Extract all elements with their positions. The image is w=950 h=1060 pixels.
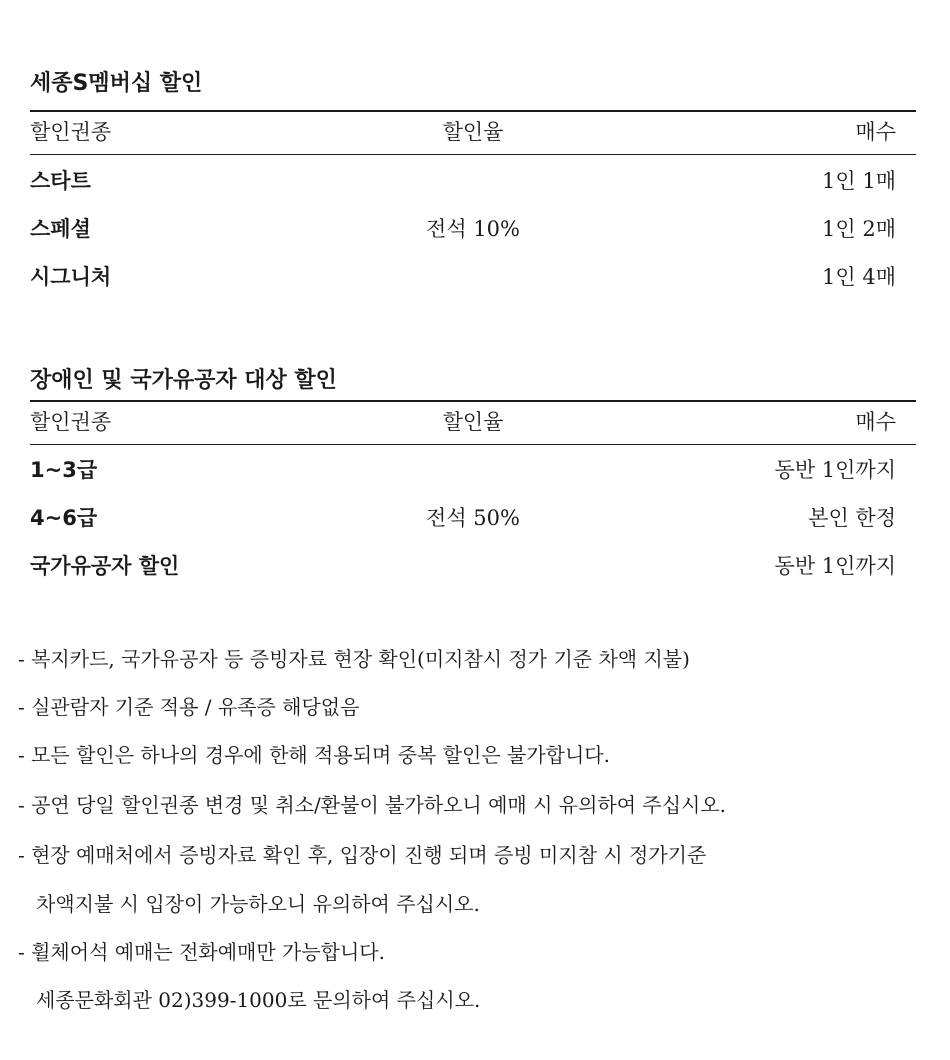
disability-rate: 전석 50% xyxy=(426,506,520,530)
disability-header-bottom-rule xyxy=(30,444,916,445)
disability-discount-section xyxy=(30,367,916,597)
row-label: 국가유공자 할인 xyxy=(30,554,180,578)
row-count: 1인 1매 xyxy=(822,169,896,193)
header-ticket-type: 할인권종 xyxy=(30,120,112,144)
membership-discount-title: 세종S멤버십 할인 xyxy=(30,71,203,96)
disability-discount-title: 장애인 및 국가유공자 대상 할인 xyxy=(30,368,337,393)
row-label: 스타트 xyxy=(30,169,91,193)
membership-header-bottom-rule xyxy=(30,154,916,155)
membership-rate: 전석 10% xyxy=(426,217,520,241)
note-item: - 모든 할인은 하나의 경우에 한해 적용되며 중복 할인은 불가합니다. xyxy=(18,743,610,767)
row-count: 동반 1인까지 xyxy=(774,554,896,578)
membership-header-top-rule xyxy=(30,110,916,112)
row-label: 스페셜 xyxy=(30,217,91,241)
header-ticket-count: 매수 xyxy=(855,120,896,144)
header-discount-rate: 할인율 xyxy=(442,410,504,434)
note-item-continued: 세종문화회관 02)399-1000로 문의하여 주십시오. xyxy=(36,988,481,1012)
row-count: 1인 4매 xyxy=(822,265,896,289)
note-item: - 휠체어석 예매는 전화예매만 가능합니다. xyxy=(18,940,385,964)
row-count: 본인 한정 xyxy=(808,506,896,530)
membership-table-header xyxy=(30,117,916,147)
note-item-continued: 차액지불 시 입장이 가능하오니 유의하여 주십시오. xyxy=(36,892,480,916)
row-label: 시그니처 xyxy=(30,265,112,289)
table-row xyxy=(30,165,916,197)
header-ticket-type: 할인권종 xyxy=(30,410,112,434)
note-item: - 복지카드, 국가유공자 등 증빙자료 현장 확인(미지참시 정가 기준 차액 지불) xyxy=(18,647,690,671)
note-item: - 실관람자 기준 적용 / 유족증 해당없음 xyxy=(18,695,360,719)
row-count: 1인 2매 xyxy=(822,217,896,241)
membership-discount-section xyxy=(30,70,916,300)
row-label: 4~6급 xyxy=(30,506,98,530)
header-discount-rate: 할인율 xyxy=(442,120,504,144)
note-item: - 공연 당일 할인권종 변경 및 취소/환불이 불가하오니 예매 시 유의하여 주십시오. xyxy=(18,793,727,817)
disability-table-header xyxy=(30,407,916,437)
note-item: - 현장 예매처에서 증빙자료 확인 후, 입장이 진행 되며 증빙 미지참 시 정가기준 xyxy=(18,843,707,867)
row-label: 1~3급 xyxy=(30,458,98,482)
table-row xyxy=(30,550,916,582)
row-count: 동반 1인까지 xyxy=(774,458,896,482)
table-row xyxy=(30,261,916,293)
table-row xyxy=(30,454,916,486)
disability-header-top-rule xyxy=(30,400,916,402)
header-ticket-count: 매수 xyxy=(855,410,896,434)
